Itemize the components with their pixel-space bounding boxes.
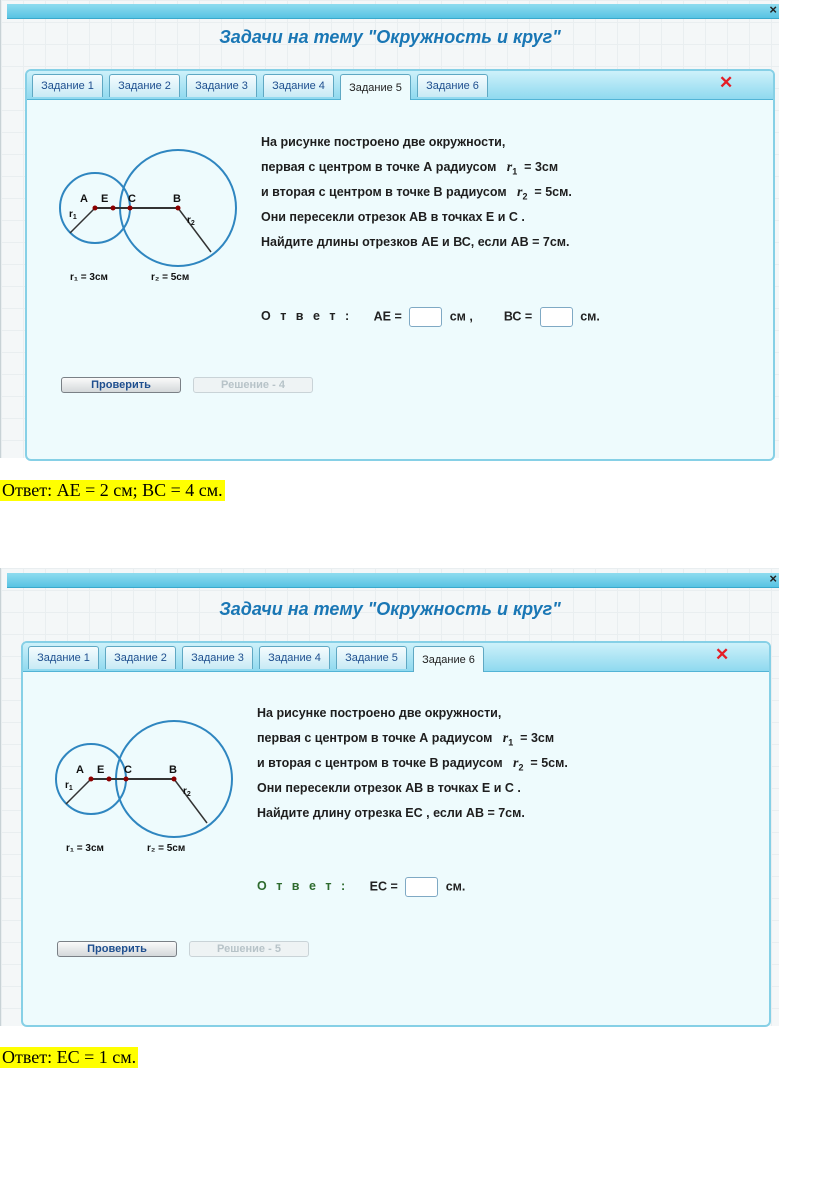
answer-note-task-6: Ответ: ЕС = 1 см. bbox=[2, 1047, 137, 1067]
tab-task-6[interactable]: Задание 6 bbox=[413, 646, 484, 672]
answer-label: О т в е т : bbox=[257, 879, 349, 894]
solution-button[interactable]: Решение - 5 bbox=[189, 941, 309, 957]
point-e bbox=[107, 777, 112, 782]
point-c bbox=[128, 206, 133, 211]
solution-button[interactable]: Решение - 4 bbox=[193, 377, 313, 393]
check-button[interactable]: Проверить bbox=[57, 941, 177, 957]
tab-bar bbox=[27, 71, 773, 100]
label-r1: $r_1$ bbox=[65, 780, 73, 792]
answer-row bbox=[257, 877, 465, 897]
task-line-4: Они пересекли отрезок АВ в точках Е и С . bbox=[257, 781, 521, 795]
tab-close-icon[interactable]: ✕ bbox=[719, 73, 734, 92]
point-e bbox=[111, 206, 116, 211]
point-b bbox=[172, 777, 177, 782]
ae-input[interactable] bbox=[409, 307, 442, 327]
circles-figure bbox=[51, 717, 251, 857]
task-text bbox=[257, 701, 568, 826]
label-a: A bbox=[76, 764, 84, 776]
ec-input[interactable] bbox=[405, 877, 438, 897]
screenshot-task-5 bbox=[0, 0, 779, 458]
label-r2: $r_2$ bbox=[183, 786, 191, 798]
bc-label: ВС = bbox=[503, 309, 533, 324]
task-line-5: Найдите длины отрезков АЕ и ВС, если АВ = 7см. bbox=[261, 235, 570, 249]
task-line-1: На рисунке построено две окружности, bbox=[261, 135, 506, 149]
task-text bbox=[261, 130, 572, 255]
task-line-3: и вторая с центром в точке В радиусом $r_2 = 5см$. bbox=[261, 185, 572, 202]
label-c: C bbox=[124, 764, 132, 776]
tab-close-icon[interactable]: ✕ bbox=[715, 645, 730, 664]
point-a bbox=[89, 777, 94, 782]
task-line-2: первая с центром в точке А радиусом $r_1 = 3см$ bbox=[257, 731, 555, 748]
tab-bar bbox=[23, 643, 769, 672]
circles-figure bbox=[55, 146, 255, 286]
caption-r1: r₁ = 3см bbox=[66, 843, 104, 854]
answer-row bbox=[261, 307, 600, 327]
tab-task-2[interactable]: Задание 2 bbox=[105, 646, 176, 669]
answer-label: О т в е т : bbox=[261, 309, 353, 324]
caption-r2: r₂ = 5см bbox=[151, 272, 190, 283]
window-title-bar bbox=[7, 4, 779, 19]
app-title: Задачи на тему "Окружность и круг" bbox=[219, 599, 561, 619]
app-title: Задачи на тему "Окружность и круг" bbox=[219, 27, 561, 47]
label-a: A bbox=[80, 193, 88, 205]
point-c bbox=[124, 777, 129, 782]
tab-task-4[interactable]: Задание 4 bbox=[259, 646, 330, 669]
label-b: B bbox=[173, 193, 181, 205]
tab-task-6[interactable]: Задание 6 bbox=[417, 74, 488, 97]
point-a bbox=[93, 206, 98, 211]
tab-task-5[interactable]: Задание 5 bbox=[340, 74, 411, 100]
answer-note-task-5: Ответ: АЕ = 2 см; ВС = 4 см. bbox=[2, 480, 223, 500]
tab-task-3[interactable]: Задание 3 bbox=[186, 74, 257, 97]
label-c: C bbox=[128, 193, 136, 205]
ae-unit: см , bbox=[449, 309, 473, 324]
radius-r2 bbox=[174, 779, 207, 823]
tab-task-4[interactable]: Задание 4 bbox=[263, 74, 334, 97]
task-line-4: Они пересекли отрезок АВ в точках Е и С . bbox=[261, 210, 525, 224]
task-line-5: Найдите длину отрезка ЕС , если АВ = 7см. bbox=[257, 806, 525, 820]
tab-task-2[interactable]: Задание 2 bbox=[109, 74, 180, 97]
window-close-icon[interactable]: × bbox=[769, 571, 777, 586]
ec-label: ЕС = bbox=[369, 879, 398, 894]
screenshot-task-6 bbox=[0, 568, 779, 1026]
bc-unit: см. bbox=[580, 309, 600, 324]
bc-input[interactable] bbox=[540, 307, 573, 327]
label-e: E bbox=[101, 193, 109, 205]
check-button[interactable]: Проверить bbox=[61, 377, 181, 393]
label-b: B bbox=[169, 764, 177, 776]
label-e: E bbox=[97, 764, 105, 776]
ec-unit: см. bbox=[445, 879, 466, 894]
ae-label: АЕ = bbox=[373, 309, 402, 324]
tab-task-1[interactable]: Задание 1 bbox=[32, 74, 103, 97]
point-b bbox=[176, 206, 181, 211]
tab-task-5[interactable]: Задание 5 bbox=[336, 646, 407, 669]
tab-task-1[interactable]: Задание 1 bbox=[28, 646, 99, 669]
task-panel bbox=[21, 641, 771, 1027]
label-r1: $r_1$ bbox=[69, 209, 77, 221]
task-line-3: и вторая с центром в точке В радиусом $r_2 = 5см$. bbox=[257, 756, 568, 773]
window-close-icon[interactable]: × bbox=[769, 2, 777, 17]
task-panel bbox=[25, 69, 775, 461]
window-title-bar bbox=[7, 573, 779, 588]
caption-r1: r₁ = 3см bbox=[70, 272, 108, 283]
task-line-1: На рисунке построено две окружности, bbox=[257, 706, 502, 720]
label-r2: $r_2$ bbox=[187, 215, 195, 227]
caption-r2: r₂ = 5см bbox=[147, 843, 186, 854]
radius-r2 bbox=[178, 208, 211, 252]
task-line-2: первая с центром в точке А радиусом $r_1 = 3см$ bbox=[261, 160, 559, 177]
tab-task-3[interactable]: Задание 3 bbox=[182, 646, 253, 669]
